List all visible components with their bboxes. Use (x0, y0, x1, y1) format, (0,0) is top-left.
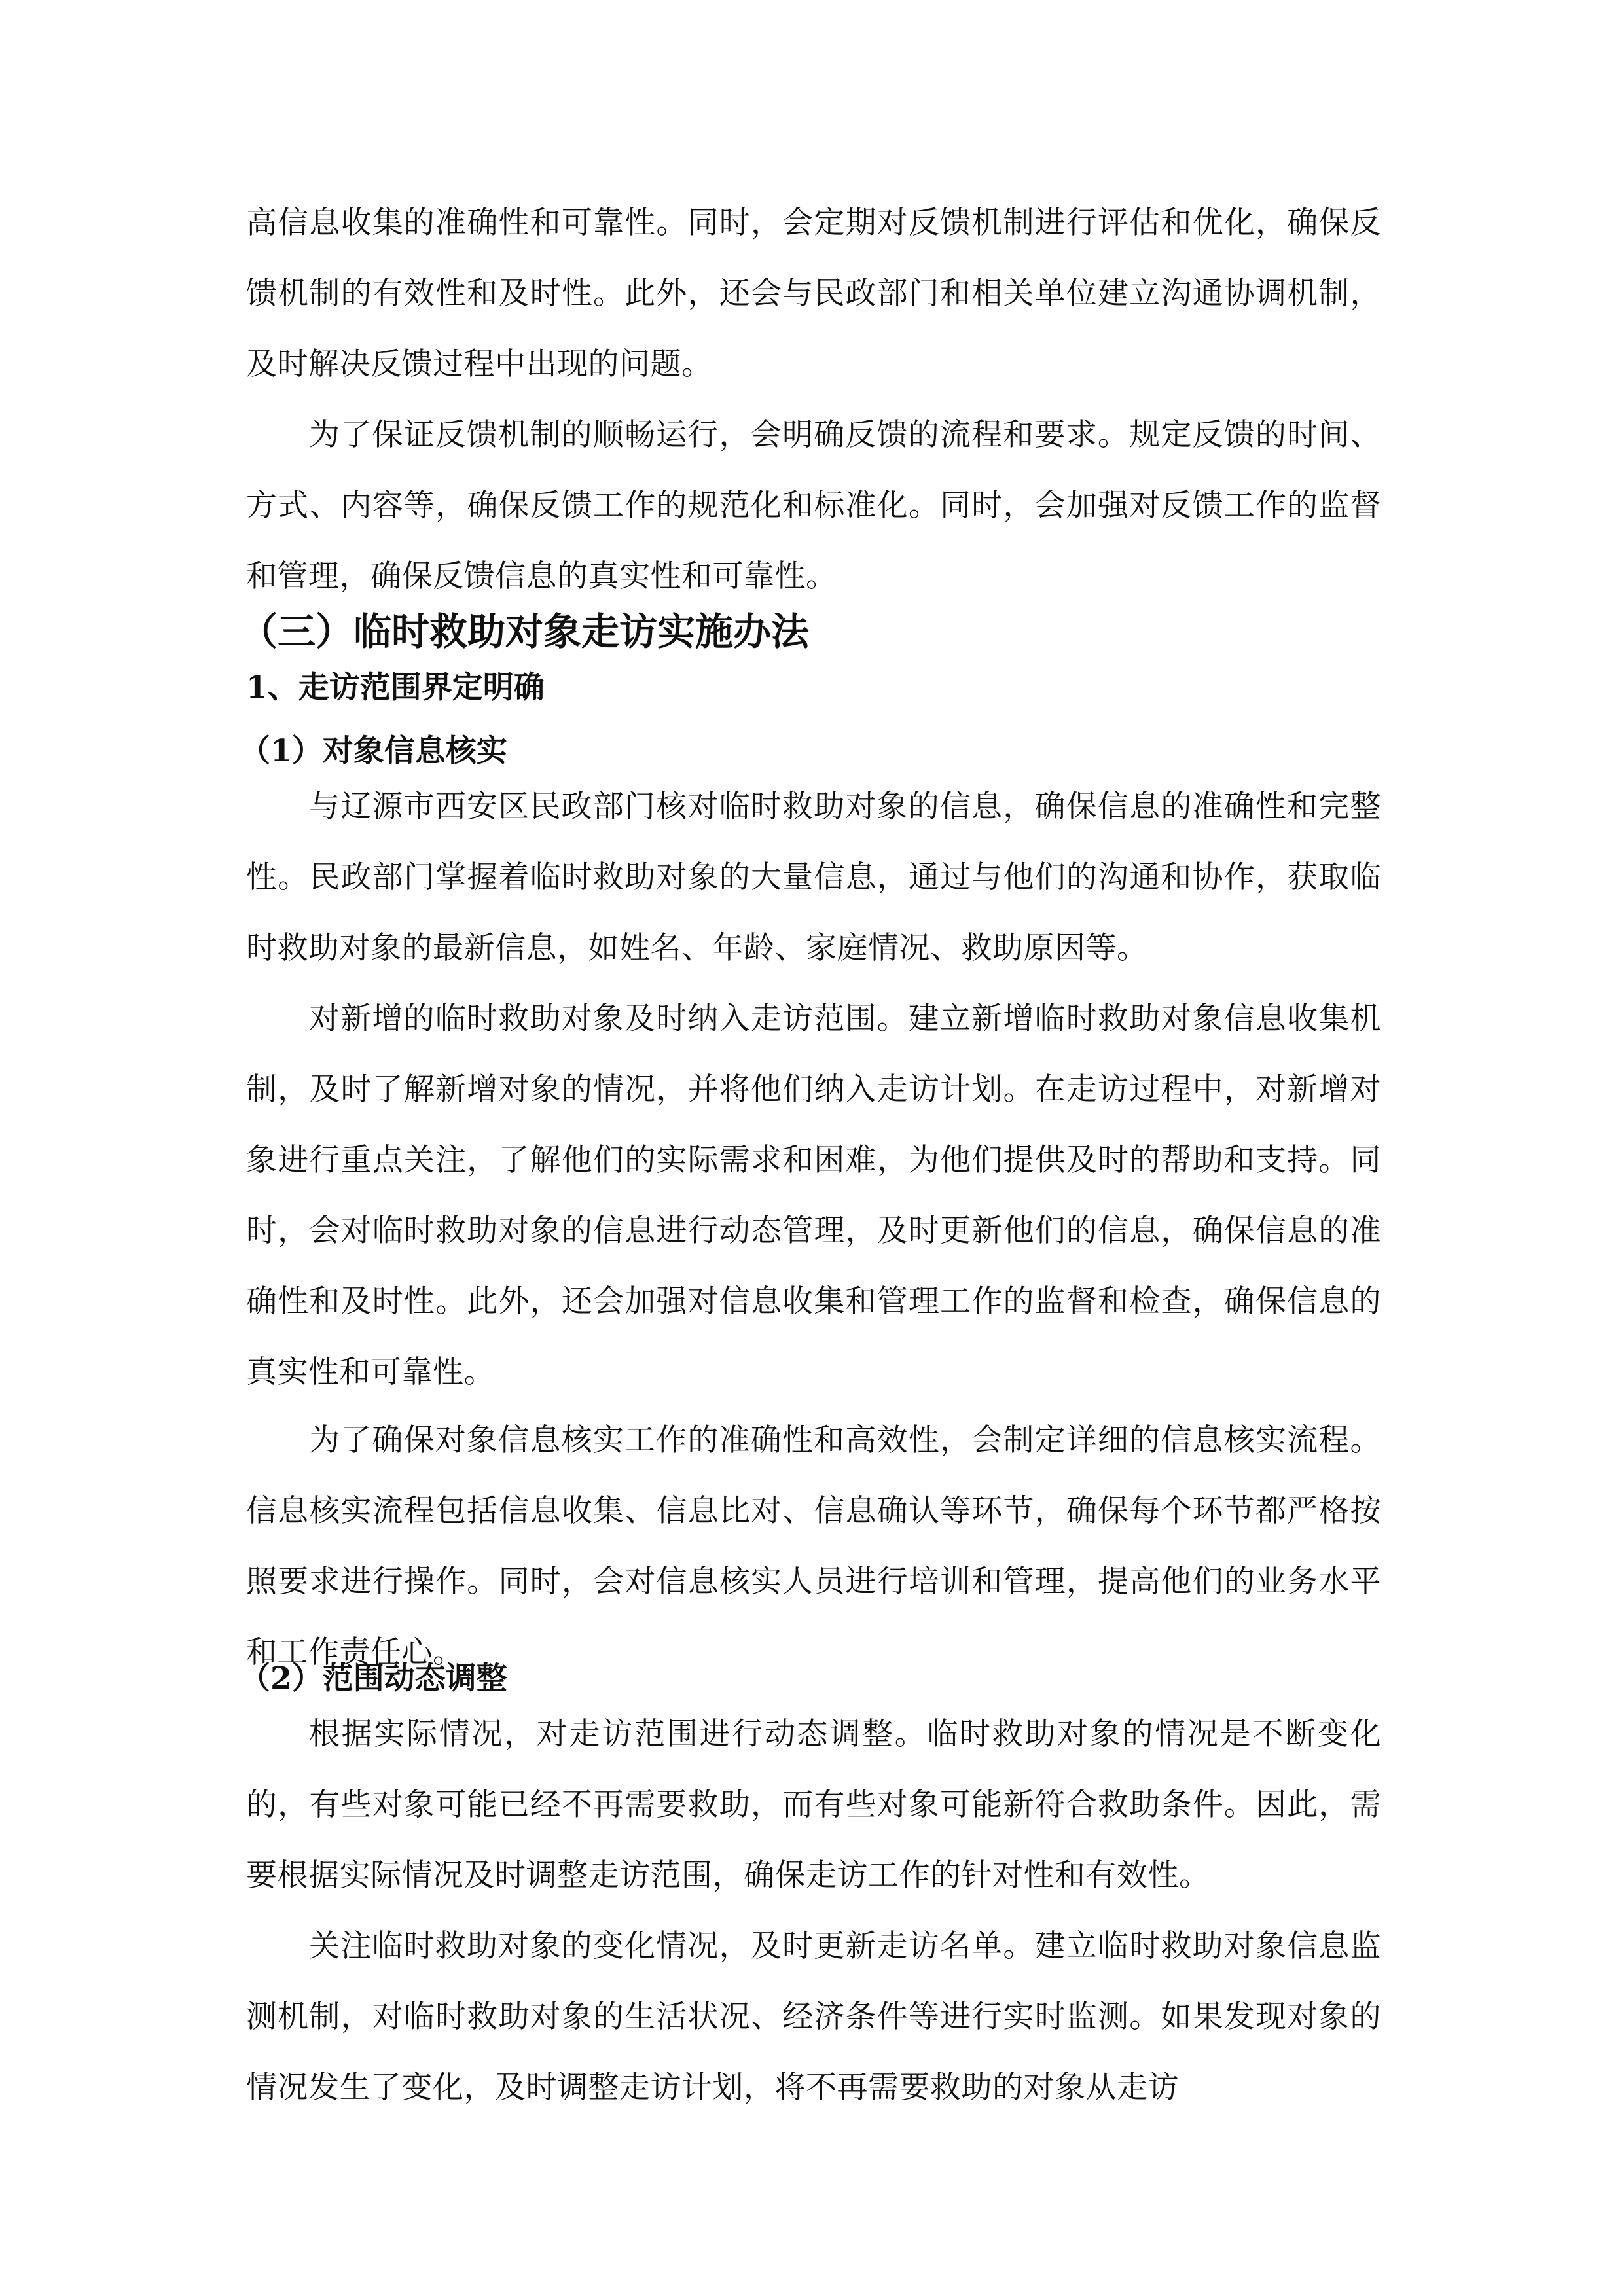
paragraph-feedback-continued: 高信息收集的准确性和可靠性。同时，会定期对反馈机制进行评估和优化，确保反馈机制的有效性和及时性。此外，还会与民政部门和相关单位建立沟通协调机制，及时解决反馈过程中出现的问题。 (246, 205, 1381, 382)
item-heading-scope-adjustment: （2）范围动态调整 (240, 1660, 507, 1696)
paragraph-new-recipients: 对新增的临时救助对象及时纳入走访范围。建立新增临时救助对象信息收集机制，及时了解新增对象的情况，并将他们纳入走访计划。在走访过程中，对新增对象进行重点关注，了解他们的实际需求和困难，为他们提供及时的帮助和支持。同时，会对临时救助对象的信息进行动态管理，及时更新他们的信息，确保信息的准确性和及时性。此外，还会加强对信息收集和管理工作的监督和检查，确保信息的真实性和可靠性。 (246, 1001, 1381, 1390)
paragraph-scope-adjustment: 根据实际情况，对走访范围进行动态调整。临时救助对象的情况是不断变化的，有些对象可能已经不再需要救助，而有些对象可能新符合救助条件。因此，需要根据实际情况及时调整走访范围，确保走访工作的针对性和有效性。 (246, 1716, 1381, 1893)
paragraph-visit-list-update: 关注临时救助对象的变化情况，及时更新走访名单。建立临时救助对象信息监测机制，对临时救助对象的生活状况、经济条件等进行实时监测。如果发现对象的情况发生了变化，及时调整走访计划，将不再需要救助的对象从走访 (246, 1928, 1381, 2106)
paragraph-feedback-process: 为了保证反馈机制的顺畅运行，会明确反馈的流程和要求。规定反馈的时间、方式、内容等，确保反馈工作的规范化和标准化。同时，会加强对反馈工作的监督和管理，确保反馈信息的真实性和可靠性。 (246, 417, 1381, 594)
item-heading-info-verification: （1）对象信息核实 (240, 733, 507, 769)
section-heading: （三）临时救助对象走访实施办法 (240, 609, 810, 654)
paragraph-info-verification: 与辽源市西安区民政部门核对临时救助对象的信息，确保信息的准确性和完整性。民政部门掌握着临时救助对象的大量信息，通过与他们的沟通和协作，获取临时救助对象的最新信息，如姓名、年龄、家庭情况、救助原因等。 (246, 789, 1381, 966)
paragraph-verification-process: 为了确保对象信息核实工作的准确性和高效性，会制定详细的信息核实流程。信息核实流程包括信息收集、信息比对、信息确认等环节，确保每个环节都严格按照要求进行操作。同时，会对信息核实人员进行培训和管理，提高他们的业务水平和工作责任心。 (246, 1422, 1381, 1670)
subsection-heading: 1、走访范围界定明确 (246, 670, 545, 706)
